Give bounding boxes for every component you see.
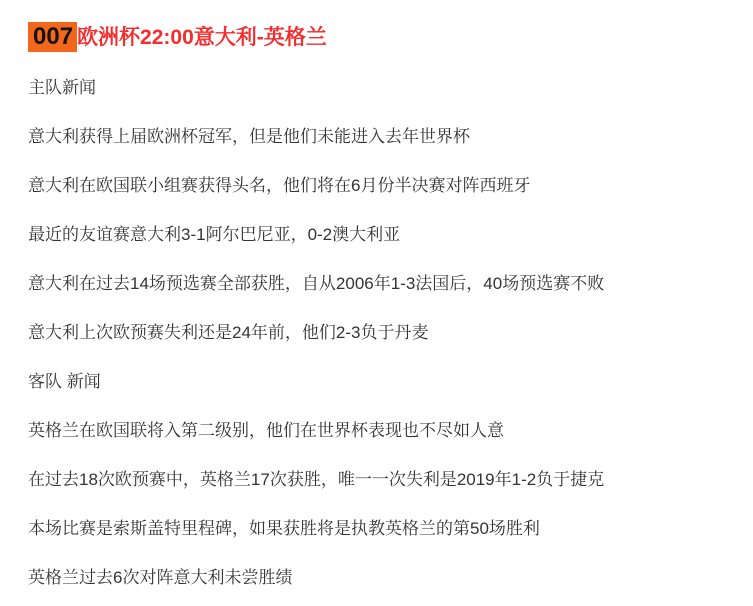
news-paragraph: 英格兰在欧国联将入第二级别，他们在世界杯表现也不尽如人意 — [28, 421, 504, 440]
news-paragraph: 英格兰过去6次对阵意大利未尝胜绩 — [28, 568, 293, 587]
news-paragraph: 意大利在过去14场预选赛全部获胜，自从2006年1-3法国后，40场预选赛不败 — [28, 274, 605, 293]
match-title: 欧洲杯22:00意大利-英格兰 — [77, 25, 327, 49]
news-paragraph: 意大利在欧国联小组赛获得头名，他们将在6月份半决赛对阵西班牙 — [28, 176, 531, 195]
news-paragraph: 意大利获得上届欧洲杯冠军，但是他们未能进入去年世界杯 — [28, 127, 470, 146]
news-paragraph: 意大利上次欧预赛失利还是24年前，他们2-3负于丹麦 — [28, 323, 429, 342]
news-paragraph: 在过去18次欧预赛中，英格兰17次获胜，唯一一次失利是2019年1-2负于捷克 — [28, 470, 605, 489]
news-paragraph: 主队新闻 — [28, 78, 96, 97]
news-paragraph: 客队 新闻 — [28, 372, 101, 391]
match-header — [28, 22, 327, 52]
news-paragraph: 最近的友谊赛意大利3-1阿尔巴尼亚，0-2澳大利亚 — [28, 225, 401, 244]
news-paragraph: 本场比赛是索斯盖特里程碑，如果获胜将是执教英格兰的第50场胜利 — [28, 519, 540, 538]
match-number-badge: 007 — [28, 22, 77, 52]
news-content — [28, 79, 733, 606]
